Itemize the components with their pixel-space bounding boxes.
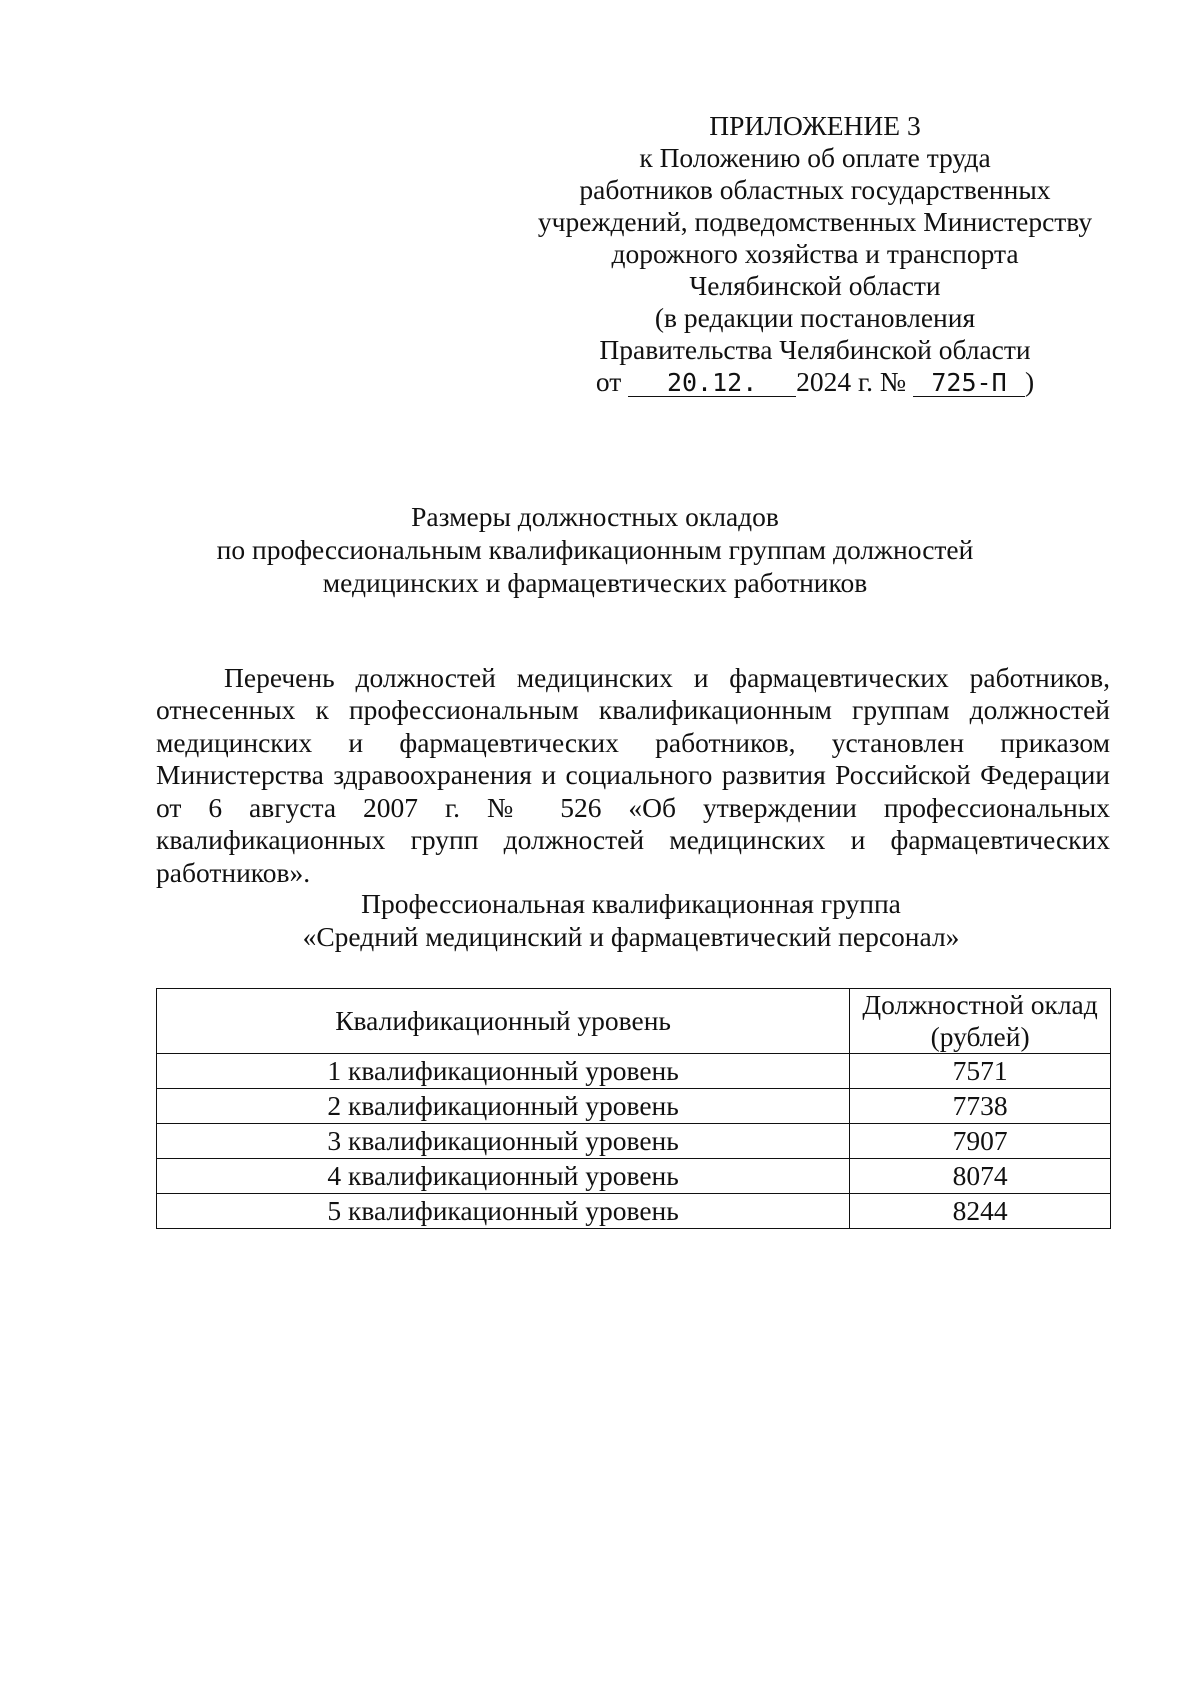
appendix-line: дорожного хозяйства и транспорта — [611, 238, 1019, 269]
document-title — [150, 500, 1040, 599]
table-row — [157, 1089, 1111, 1124]
resolution-date-line — [520, 366, 1110, 398]
group-title-line: Профессиональная квалификационная группа — [361, 888, 901, 919]
appendix-line: Челябинской области — [689, 270, 941, 301]
resolution-date-field: 20.12. — [628, 370, 796, 397]
resolution-year: 2024 г. № — [796, 366, 907, 397]
table-row — [157, 1194, 1111, 1229]
title-line: Размеры должностных окладов — [411, 501, 779, 532]
salary-cell: 7907 — [850, 1124, 1111, 1159]
qualification-group-title — [150, 887, 1112, 953]
group-title-line: «Средний медицинский и фармацевтический персонал» — [302, 921, 960, 952]
resolution-number-field: 725-П — [913, 370, 1025, 397]
level-cell: 3 квалификационный уровень — [157, 1124, 850, 1159]
title-line: медицинских и фармацевтических работников — [322, 567, 868, 598]
salary-cell: 8074 — [850, 1159, 1111, 1194]
appendix-line: учреждений, подведомственных Министерству — [537, 206, 1093, 237]
date-prefix: от — [595, 366, 622, 397]
level-cell: 4 квалификационный уровень — [157, 1159, 850, 1194]
salary-cell: 8244 — [850, 1194, 1111, 1229]
table-row — [157, 1124, 1111, 1159]
appendix-line: работников областных государственных — [579, 174, 1051, 205]
appendix-line: (в редакции постановления — [654, 302, 976, 333]
appendix-line: Правительства Челябинской области — [599, 334, 1031, 365]
closing-paren: ) — [1025, 366, 1035, 397]
header-salary-unit: (рублей) — [930, 1021, 1030, 1052]
level-cell: 1 квалификационный уровень — [157, 1054, 850, 1089]
body-paragraph: Перечень должностей медицинских и фармацевтических работников, отнесенных к профессиональным квалификационным группам должностей медицинских и фармацевтических работников, установлен приказом Министерства здравоохранения и социального развития Российской Федерации от 6 августа 2007 г. № 526 «Об утверждении профессиональных квалификационных групп должностей медицинских и фармацевтических работников». — [156, 661, 1110, 888]
header-salary — [850, 989, 1111, 1054]
header-level: Квалификационный уровень — [157, 989, 850, 1054]
salary-table — [156, 988, 1111, 1229]
table-row — [157, 1054, 1111, 1089]
title-line: по профессиональным квалификационным группам должностей — [216, 534, 974, 565]
appendix-header — [520, 110, 1110, 398]
appendix-heading: ПРИЛОЖЕНИЕ 3 — [709, 110, 921, 141]
header-salary-line: Должностной оклад — [862, 989, 1098, 1020]
salary-cell: 7571 — [850, 1054, 1111, 1089]
level-cell: 2 квалификационный уровень — [157, 1089, 850, 1124]
table-header-row — [157, 989, 1111, 1054]
salary-cell: 7738 — [850, 1089, 1111, 1124]
table-row — [157, 1159, 1111, 1194]
level-cell: 5 квалификационный уровень — [157, 1194, 850, 1229]
appendix-line: к Положению об оплате труда — [639, 142, 991, 173]
